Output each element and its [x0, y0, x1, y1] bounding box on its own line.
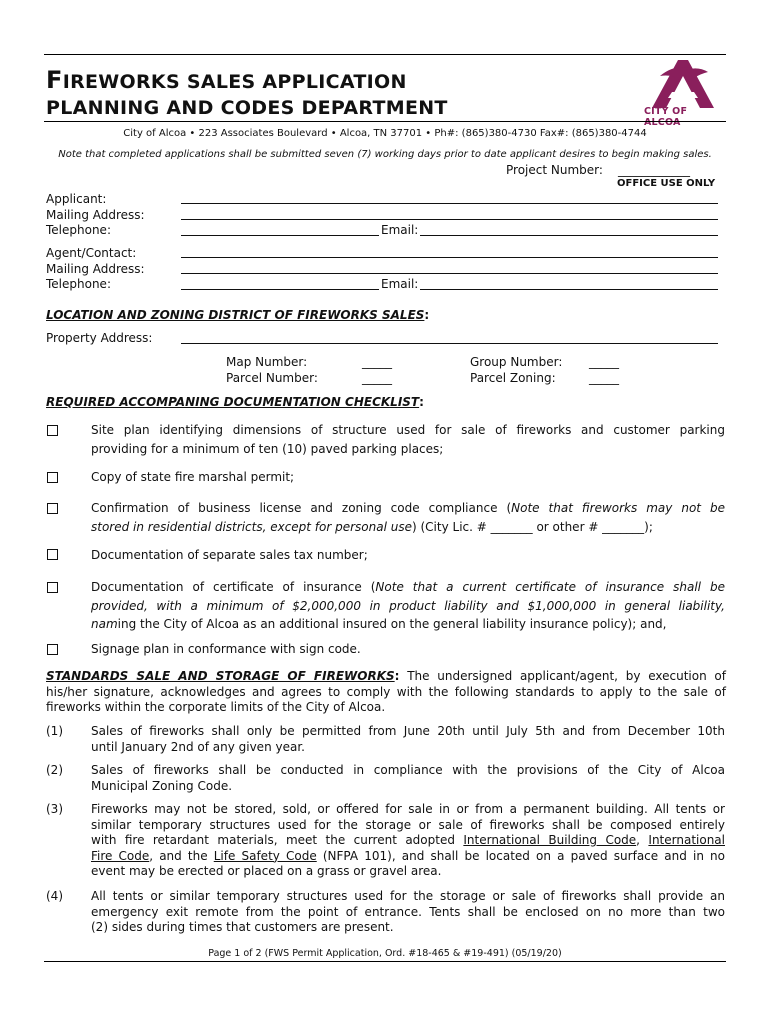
- applicant-label: Applicant:: [46, 192, 107, 206]
- parcel-zoning-label: Parcel Zoning:: [470, 370, 556, 385]
- standard-item-4: All tents or similar temporary structures used for the storage or sale of fireworks shall provide an emergency exit remote from the point of entrance. Tents shall be enclosed on no more than two (2) sides during times that customers are present.: [91, 889, 725, 934]
- group-number-field[interactable]: _____: [589, 355, 619, 369]
- standard-number-1: (1): [46, 724, 63, 738]
- checkbox-fire-marshal[interactable]: [47, 472, 58, 483]
- standards-intro: STANDARDS SALE AND STORAGE OF FIREWORKS: The undersigned applicant/agent, by execution of his/her signature, acknowledges and agrees to comply with the following standards to apply to the sale of fireworks within the corporate limits of the City of Alcoa.: [46, 669, 726, 714]
- link-international-building-code: International Building Code: [463, 833, 637, 847]
- applicant-labels: [46, 192, 145, 239]
- parcel-number-field[interactable]: _____: [362, 370, 392, 385]
- standard-number-2: (2): [46, 763, 63, 777]
- map-number-label: Map Number:: [226, 355, 308, 369]
- applicant-name-field[interactable]: [181, 203, 718, 204]
- checklist-heading: REQUIRED ACCOMPANING DOCUMENTATION CHECKLIST:: [46, 395, 424, 409]
- checklist-item-signage: Signage plan in conformance with sign code.: [91, 642, 361, 656]
- link-international-fire-code: Fire Code: [91, 848, 150, 863]
- parcel-zoning-field[interactable]: _____: [589, 370, 619, 385]
- top-rule: [44, 54, 726, 55]
- agent-mailing-label: Mailing Address:: [46, 261, 145, 276]
- project-number-label: Project Number:: [506, 163, 603, 177]
- agent-telephone-label: Telephone:: [46, 277, 111, 291]
- applicant-mailing-label: Mailing Address:: [46, 207, 145, 222]
- group-number-label: Group Number:: [470, 355, 563, 369]
- project-number-field[interactable]: ____________: [618, 163, 690, 177]
- agent-label: Agent/Contact:: [46, 246, 137, 260]
- applicant-email-field[interactable]: [420, 235, 718, 236]
- agent-labels: [46, 246, 145, 293]
- location-heading: LOCATION AND ZONING DISTRICT OF FIREWORKS SALES:: [46, 308, 430, 322]
- city-logo: [640, 56, 726, 128]
- department-title: PLANNING AND CODES DEPARTMENT: [46, 97, 448, 119]
- agent-telephone-field[interactable]: [181, 289, 379, 290]
- checkbox-business-license[interactable]: [47, 503, 58, 514]
- agent-email-label: Email:: [381, 277, 419, 291]
- applicant-email-label: Email:: [381, 223, 419, 237]
- checklist-item-business-license: Confirmation of business license and zoning code compliance (Note that fireworks may not be stored in residential districts, except for personal use) (City Lic. # _______ or other # _______);: [91, 501, 725, 534]
- footer-rule: [44, 961, 726, 962]
- logo-text: CITY OF ALCOA: [644, 106, 688, 128]
- checklist-item-fire-marshal: Copy of state fire marshal permit;: [91, 470, 295, 484]
- standard-number-4: (4): [46, 889, 63, 903]
- standards-heading: STANDARDS SALE AND STORAGE OF FIREWORKS: [46, 669, 395, 683]
- map-parcel-fields: [362, 355, 392, 386]
- applicant-telephone-field[interactable]: [181, 235, 379, 236]
- checklist-item-insurance: Documentation of certificate of insurance (Note that a current certificate of insurance shall be provided, with a minimum of $2,000,000 in product liability and $1,000,000 in general liability, naming the City of Alcoa as an additional insured on the general liability insurance policy); and,: [91, 580, 725, 631]
- applicant-mailing-field[interactable]: [181, 219, 718, 220]
- agent-name-field[interactable]: [181, 257, 718, 258]
- page-footer: Page 1 of 2 (FWS Permit Application, Ord. #18-465 & #19-491) (05/19/20): [208, 948, 562, 959]
- office-use-only: OFFICE USE ONLY: [617, 178, 716, 189]
- standard-item-3: Fireworks may not be stored, sold, or offered for sale in or from a permanent building. All tents or similar temporary structures used for the storage or sale of fireworks shall be composed entirely with fire retardant materials, meet the current adopted International Building Code, International Fire Code, and the Life Safety Code (NFPA 101), and shall be located on a paved surface and in no event may be erected or placed on a grass or gravel area.: [91, 802, 725, 878]
- parcel-number-label: Parcel Number:: [226, 370, 318, 385]
- property-address-label: Property Address:: [46, 331, 153, 345]
- group-zoning-fields: [589, 355, 619, 386]
- address-line: City of Alcoa • 223 Associates Boulevard • Alcoa, TN 37701 • Ph#: (865)380-4730 Fax#: (865)380-4744: [123, 128, 647, 139]
- property-address-field[interactable]: [181, 343, 718, 344]
- group-zoning-labels: [470, 355, 562, 386]
- agent-email-field[interactable]: [420, 289, 718, 290]
- map-number-field[interactable]: _____: [362, 355, 392, 369]
- checkbox-site-plan[interactable]: [47, 425, 58, 436]
- checkbox-signage[interactable]: [47, 644, 58, 655]
- standard-number-3: (3): [46, 802, 63, 816]
- checkbox-sales-tax[interactable]: [47, 549, 58, 560]
- standard-item-1: Sales of fireworks shall only be permitted from June 20th until July 5th and from December 10th until January 2nd of any given year.: [91, 724, 725, 754]
- agent-mailing-field[interactable]: [181, 273, 718, 274]
- checklist-item-sales-tax: Documentation of separate sales tax number;: [91, 548, 368, 562]
- standard-item-2: Sales of fireworks shall be conducted in compliance with the provisions of the City of Alcoa Municipal Zoning Code.: [91, 763, 725, 793]
- submission-note: Note that completed applications shall be submitted seven (7) working days prior to date applicant desires to begin making sales.: [58, 149, 712, 160]
- form-title: FIREWORKS SALES APPLICATION: [46, 66, 407, 94]
- applicant-telephone-label: Telephone:: [46, 223, 111, 237]
- title-rule: [44, 121, 726, 122]
- link-life-safety-code: Life Safety Code: [213, 848, 317, 863]
- checklist-item-site-plan: Site plan identifying dimensions of structure used for sale of fireworks and customer parking providing for a minimum of ten (10) paved parking places;: [91, 423, 725, 456]
- checkbox-insurance[interactable]: [47, 582, 58, 593]
- map-parcel-labels: [226, 355, 318, 386]
